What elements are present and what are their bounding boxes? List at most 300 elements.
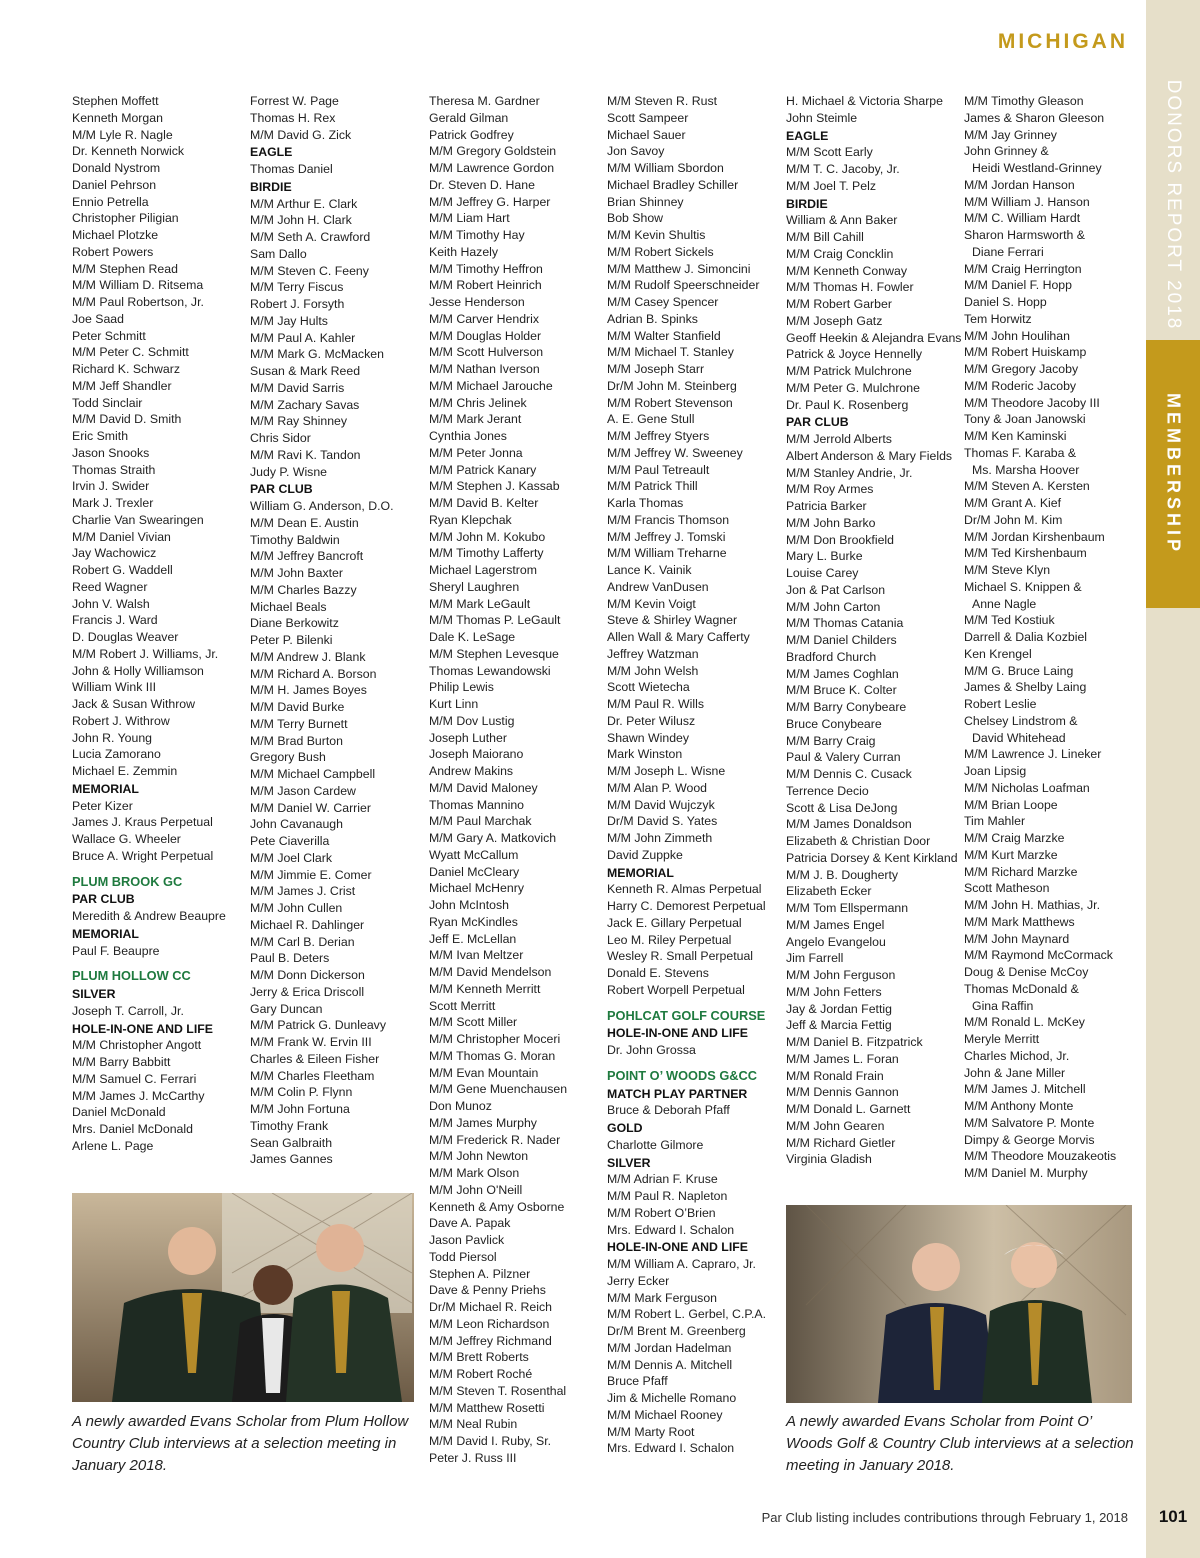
- donor-name: M/M James J. Mitchell: [964, 1082, 1086, 1097]
- donor-name: Angelo Evangelou: [786, 934, 886, 949]
- donor-name: Todd Sinclair: [72, 395, 143, 410]
- club-heading: POHLCAT GOLF COURSE: [607, 1007, 766, 1023]
- donor-name: Dr. Paul K. Rosenberg: [786, 397, 909, 412]
- donor-name: M/M Chris Jelinek: [429, 395, 527, 410]
- donor-name: M/M Craig Concklin: [786, 246, 894, 261]
- donor-name: M/M Mark G. McMacken: [250, 347, 384, 362]
- donor-name: M/M Colin P. Flynn: [250, 1085, 353, 1100]
- donor-name: M/M Evan Mountain: [429, 1065, 539, 1080]
- donor-name: Jon & Pat Carlson: [786, 582, 886, 597]
- donor-name: William Wink III: [72, 680, 157, 695]
- donor-name: M/M Paul Marchak: [429, 814, 532, 829]
- donor-name: Joseph T. Carroll, Jr.: [72, 1003, 184, 1018]
- donor-level-heading: PAR CLUB: [72, 892, 135, 907]
- donor-name: Andrew Makins: [429, 764, 514, 778]
- donor-name: Robert Worpell Perpetual: [607, 982, 745, 997]
- donor-name: Thomas Mannino: [429, 797, 525, 812]
- club-heading: PLUM HOLLOW CC: [72, 968, 191, 984]
- club-heading: POINT O’ WOODS G&CC: [607, 1067, 758, 1083]
- donor-name: M/M Andrew J. Blank: [250, 649, 366, 664]
- donor-name: Don Munoz: [429, 1099, 492, 1113]
- donor-name: M/M Charles Bazzy: [250, 582, 357, 597]
- donor-name: M/M Daniel B. Fitzpatrick: [786, 1035, 923, 1049]
- donor-level-heading: BIRDIE: [250, 179, 292, 194]
- donor-name: M/M Grant A. Kief: [964, 496, 1062, 510]
- donor-name: M/M Thomas Catania: [786, 616, 904, 631]
- donor-name: M/M Ted Kostiuk: [964, 613, 1055, 628]
- donor-name: A. E. Gene Stull: [607, 412, 695, 427]
- donor-name: Dr. John Grossa: [607, 1043, 696, 1057]
- donor-name: M/M Daniel W. Carrier: [250, 800, 371, 815]
- donor-name: Kenneth & Amy Osborne: [429, 1199, 565, 1214]
- donor-name: Jesse Henderson: [429, 295, 525, 309]
- donor-name: M/M David Maloney: [429, 780, 538, 795]
- donor-name: M/M Matthew J. Simoncini: [607, 261, 751, 276]
- donor-name: M/M Donn Dickerson: [250, 968, 365, 982]
- donor-name: Todd Piersol: [429, 1249, 497, 1264]
- donor-name: M/M Barry Craig: [786, 733, 876, 748]
- donor-level-heading: EAGLE: [786, 128, 829, 143]
- donor-name: M/M Francis Thomson: [607, 512, 730, 527]
- donor-name: M/M John Carton: [786, 599, 881, 614]
- donor-name: Jeff E. McLellan: [429, 931, 517, 946]
- donor-name: M/M Joseph L. Wisne: [607, 764, 726, 778]
- donor-name: M/M Ted Kirshenbaum: [964, 546, 1087, 561]
- donor-name: M/M Bruce K. Colter: [786, 683, 897, 698]
- donor-name: Paul F. Beaupre: [72, 943, 160, 958]
- donor-name: Michael R. Dahlinger: [250, 917, 365, 932]
- donor-name: Philip Lewis: [429, 680, 494, 695]
- donor-name: Robert J. Forsyth: [250, 297, 345, 311]
- footer-note: Par Club listing includes contributions through February 1, 2018: [761, 1510, 1128, 1525]
- donor-name-continued: Ms. Marsha Hoover: [972, 462, 1080, 477]
- donor-name: M/M Jay Grinney: [964, 127, 1057, 142]
- state-title: MICHIGAN: [997, 30, 1128, 53]
- donor-name: M/M Douglas Holder: [429, 328, 542, 343]
- donor-name: M/M Daniel Vivian: [72, 529, 171, 544]
- donor-name-continued: Heidi Westland-Grinney: [972, 161, 1102, 175]
- donor-column-6: [964, 93, 1140, 1182]
- donor-name: M/M Dennis A. Mitchell: [607, 1357, 733, 1372]
- donor-name: Mark Winston: [607, 747, 683, 762]
- donor-name: M/M Mark Olson: [429, 1166, 520, 1180]
- donor-name: M/M Steven A. Kersten: [964, 479, 1090, 494]
- donor-name: Dr. Peter Wilusz: [607, 713, 696, 728]
- donor-name: M/M Michael Campbell: [250, 767, 376, 781]
- donor-name: M/M Adrian F. Kruse: [607, 1172, 718, 1187]
- donor-name: M/M Jeffrey Richmand: [429, 1333, 552, 1348]
- donor-name: Jay Wachowicz: [72, 546, 157, 561]
- donor-name: Thomas Daniel: [250, 162, 333, 176]
- donor-name: M/M James Coghlan: [786, 666, 899, 681]
- donor-name: James J. Kraus Perpetual: [72, 815, 213, 830]
- donor-name: M/M David Wujczyk: [607, 797, 715, 812]
- donor-name: Kurt Linn: [429, 697, 479, 711]
- donor-name: Mary L. Burke: [786, 549, 863, 564]
- donor-name: M/M Don Brookfield: [786, 532, 894, 547]
- donor-name: Forrest W. Page: [250, 94, 339, 108]
- donor-name: M/M Jerrold Alberts: [786, 432, 892, 446]
- club-heading: PLUM BROOK GC: [72, 873, 183, 889]
- donor-name: M/M James J. McCarthy: [72, 1088, 205, 1103]
- donor-name: Michael McHenry: [429, 881, 524, 896]
- donor-name: M/M Lyle R. Nagle: [72, 127, 173, 142]
- donor-name: M/M Frank W. Ervin III: [250, 1035, 372, 1049]
- donor-name: M/M David I. Ruby, Sr.: [429, 1434, 552, 1448]
- donor-name: Joan Lipsig: [964, 764, 1027, 778]
- donor-level-heading: SILVER: [607, 1155, 651, 1170]
- donor-name: Tem Horwitz: [964, 311, 1032, 326]
- donor-name: M/M Richard Gietler: [786, 1135, 896, 1150]
- donor-name: Jason Pavlick: [429, 1233, 505, 1247]
- donor-name: M/M Ronald L. McKey: [964, 1015, 1085, 1030]
- donor-name: M/M John Ferguson: [786, 968, 896, 982]
- donor-name: M/M Frederick R. Nader: [429, 1132, 561, 1147]
- donor-name: James & Sharon Gleeson: [964, 110, 1105, 125]
- donor-name: Dave A. Papak: [429, 1216, 511, 1231]
- donor-name: Peter Schmitt: [72, 328, 146, 343]
- donor-name: Patrick Godfrey: [429, 127, 514, 142]
- donor-name: M/M John Fortuna: [250, 1102, 350, 1116]
- donor-name: M/M Barry Babbitt: [72, 1055, 171, 1069]
- donor-name: M/M Ken Kaminski: [964, 429, 1067, 443]
- donor-name: M/M Robert Stevenson: [607, 395, 733, 410]
- donor-name: Bruce Conybeare: [786, 716, 882, 731]
- donor-name: M/M Joel T. Pelz: [786, 178, 876, 193]
- donor-name: Reed Wagner: [72, 579, 148, 594]
- donor-name: Lance K. Vainik: [607, 563, 692, 577]
- donor-name: M/M Carl B. Derian: [250, 934, 355, 949]
- donor-name: M/M Thomas P. LeGault: [429, 613, 561, 628]
- donor-name: M/M Ronald Frain: [786, 1068, 884, 1083]
- donor-name: Sean Galbraith: [250, 1135, 333, 1150]
- donor-name: Tim Mahler: [964, 814, 1026, 829]
- donor-name: M/M J. B. Dougherty: [786, 867, 899, 882]
- donor-name: Richard K. Schwarz: [72, 362, 180, 376]
- donor-name: M/M Patrick G. Dunleavy: [250, 1018, 386, 1033]
- photo-plum-hollow: [72, 1193, 414, 1402]
- donor-name: M/M James J. Crist: [250, 884, 356, 899]
- donor-name: M/M Arthur E. Clark: [250, 196, 358, 211]
- donor-level-heading: MEMORIAL: [72, 781, 139, 796]
- donor-name: M/M Salvatore P. Monte: [964, 1115, 1095, 1130]
- donor-name: William G. Anderson, D.O.: [250, 499, 394, 513]
- donor-name: M/M Paul R. Wills: [607, 697, 705, 711]
- donor-name: Jim Farrell: [786, 951, 844, 966]
- donor-name: Judy P. Wisne: [250, 464, 328, 479]
- donor-name: M/M John Welsh: [607, 663, 699, 678]
- donor-name: M/M Marty Root: [607, 1424, 695, 1439]
- donor-name: M/M Scott Hulverson: [429, 345, 544, 360]
- donor-name: M/M John M. Kokubo: [429, 529, 546, 544]
- donor-name: M/M Michael T. Stanley: [607, 345, 734, 360]
- donor-name: M/M Daniel M. Murphy: [964, 1166, 1088, 1180]
- donor-name: M/M Jeffrey Styers: [607, 429, 710, 443]
- donor-name: Ken Krengel: [964, 646, 1032, 661]
- donor-name: M/M Samuel C. Ferrari: [72, 1071, 197, 1086]
- donor-name: M/M Robert Huiskamp: [964, 345, 1087, 360]
- donor-name: Diane Berkowitz: [250, 616, 339, 631]
- donor-name: M/M Carver Hendrix: [429, 311, 540, 326]
- donor-name: Irvin J. Swider: [72, 479, 150, 494]
- donor-name: Kenneth Morgan: [72, 110, 163, 125]
- donor-name: M/M H. James Boyes: [250, 683, 367, 698]
- donor-name: M/M Robert Roché: [429, 1367, 533, 1381]
- donor-name: Karla Thomas: [607, 496, 684, 510]
- donor-name: M/M Steven C. Feeny: [250, 263, 369, 278]
- donor-name: Jack E. Gillary Perpetual: [607, 915, 742, 930]
- donor-level-heading: MATCH PLAY PARTNER: [607, 1086, 748, 1101]
- donor-name: M/M John Houlihan: [964, 328, 1070, 343]
- donor-name: M/M John Gearen: [786, 1118, 885, 1133]
- donor-name: Albert Anderson & Mary Fields: [786, 448, 953, 463]
- donor-level-heading: PAR CLUB: [250, 482, 313, 497]
- donor-level-heading: GOLD: [607, 1121, 643, 1135]
- donor-name: Daniel McCleary: [429, 864, 520, 879]
- donor-name: Christopher Piligian: [72, 211, 179, 226]
- donor-name: M/M Michael Jarouche: [429, 378, 553, 393]
- donor-name: Michael E. Zemmin: [72, 764, 178, 778]
- donor-level-heading: PAR CLUB: [786, 415, 849, 430]
- donor-name: M/M Steven R. Rust: [607, 94, 718, 108]
- donor-level-heading: HOLE-IN-ONE AND LIFE: [607, 1026, 748, 1041]
- donor-name: M/M Terry Fiscus: [250, 280, 344, 295]
- donor-name: Joseph Maiorano: [429, 747, 524, 762]
- donor-name: M/M John Newton: [429, 1149, 529, 1164]
- donor-name: M/M Jordan Kirshenbaum: [964, 529, 1105, 544]
- donor-name: M/M John Maynard: [964, 931, 1070, 946]
- donor-name: M/M James Murphy: [429, 1115, 537, 1130]
- donor-name: Stephen Moffett: [72, 94, 159, 108]
- donor-name: Shawn Windey: [607, 730, 690, 745]
- donor-name: Jerry & Erica Driscoll: [250, 984, 365, 999]
- donor-name: Andrew VanDusen: [607, 579, 709, 594]
- donor-name: M/M Jeffrey G. Harper: [429, 194, 551, 209]
- donor-name: M/M William Treharne: [607, 546, 727, 561]
- donor-name: Leo M. Riley Perpetual: [607, 932, 732, 947]
- sidebar: [1146, 0, 1200, 1558]
- donor-level-heading: HOLE-IN-ONE AND LIFE: [72, 1021, 213, 1036]
- donor-name: M/M Jordan Hanson: [964, 177, 1075, 192]
- donor-name: Wallace G. Wheeler: [72, 832, 181, 846]
- donor-name: M/M James L. Foran: [786, 1051, 899, 1066]
- donor-name: M/M Theodore Mouzakeotis: [964, 1149, 1117, 1164]
- donor-name: M/M Paul Robertson, Jr.: [72, 295, 204, 309]
- donor-name: M/M Scott Miller: [429, 1015, 518, 1030]
- donor-name: John & Holly Williamson: [72, 663, 204, 678]
- donor-name: M/M Rudolf Speerschneider: [607, 278, 760, 293]
- donor-name: Ryan McKindles: [429, 914, 518, 929]
- donor-name: M/M Brett Roberts: [429, 1350, 529, 1365]
- donor-name: M/M Barry Conybeare: [786, 700, 907, 714]
- donor-name: Pete Ciaverilla: [250, 834, 330, 848]
- donor-name: M/M Steven T. Rosenthal: [429, 1383, 567, 1398]
- donor-name: Daniel McDonald: [72, 1105, 166, 1120]
- donor-name: M/M Jay Hults: [250, 313, 328, 328]
- donor-name: M/M Peter C. Schmitt: [72, 345, 189, 360]
- donor-name: Thomas Lewandowski: [429, 663, 551, 678]
- donor-name: M/M Thomas H. Fowler: [786, 280, 914, 295]
- donor-name: Darrell & Dalia Kozbiel: [964, 630, 1088, 644]
- donor-name: Daniel Pehrson: [72, 177, 157, 192]
- donor-name: Jack & Susan Withrow: [72, 697, 196, 711]
- donor-name: M/M Christopher Moceri: [429, 1032, 561, 1046]
- donor-name: M/M Walter Stanfield: [607, 328, 721, 343]
- donor-name: James & Shelby Laing: [964, 680, 1087, 695]
- donor-name: William & Ann Baker: [786, 213, 898, 228]
- donor-level-heading: SILVER: [72, 987, 116, 1001]
- donor-name: Donald E. Stevens: [607, 966, 709, 980]
- donor-name: M/M Patrick Kanary: [429, 462, 537, 477]
- donor-name: Scott Matheson: [964, 881, 1050, 896]
- donor-name-continued: David Whitehead: [972, 730, 1066, 745]
- donor-name: Susan & Mark Reed: [250, 364, 361, 378]
- donor-level-heading: EAGLE: [250, 145, 293, 160]
- donor-name: M/M Gene Muenchausen: [429, 1082, 568, 1097]
- donor-name: M/M David Burke: [250, 700, 345, 714]
- donor-name: Patricia Dorsey & Kent Kirkland: [786, 850, 958, 865]
- donor-name: H. Michael & Victoria Sharpe: [786, 94, 943, 108]
- donor-name: Charles Michod, Jr.: [964, 1048, 1070, 1063]
- donor-name: M/M Charles Fleetham: [250, 1068, 375, 1083]
- donor-name: Tony & Joan Janowski: [964, 412, 1086, 427]
- donor-name: Joe Saad: [72, 311, 124, 326]
- donor-name: Ennio Petrella: [72, 194, 149, 209]
- donor-name: Donald Nystrom: [72, 161, 161, 175]
- donor-name: M/M Timothy Gleason: [964, 94, 1084, 108]
- donor-name: M/M Seth A. Crawford: [250, 230, 371, 244]
- donor-name: Mrs. Edward I. Schalon: [607, 1222, 735, 1237]
- donor-name: Michael Bradley Schiller: [607, 177, 739, 192]
- donor-name: Lucia Zamorano: [72, 747, 161, 762]
- donor-name: M/M Joseph Gatz: [786, 313, 883, 328]
- donor-name: Dr/M John M. Steinberg: [607, 378, 737, 393]
- donor-name: M/M Tom Ellspermann: [786, 901, 909, 915]
- donor-name: Scott Sampeer: [607, 110, 689, 125]
- donor-name: Doug & Denise McCoy: [964, 965, 1089, 979]
- donor-name: M/M Richard A. Borson: [250, 666, 377, 681]
- donor-column-2: [250, 93, 426, 1168]
- donor-name: Bruce A. Wright Perpetual: [72, 848, 214, 863]
- donor-name: Gregory Bush: [250, 750, 326, 765]
- donor-name: M/M Craig Marzke: [964, 831, 1065, 845]
- donor-name: M/M John Barko: [786, 515, 876, 530]
- donor-name: Michael S. Knippen &: [964, 579, 1082, 594]
- donor-name: Dr/M Michael R. Reich: [429, 1300, 552, 1314]
- donor-name: Robert Powers: [72, 244, 154, 259]
- donor-name: M/M Brad Burton: [250, 733, 343, 748]
- donor-name: M/M Robert L. Gerbel, C.P.A.: [607, 1307, 767, 1322]
- donor-name: M/M Ravi K. Tandon: [250, 447, 361, 462]
- donor-level-heading: HOLE-IN-ONE AND LIFE: [607, 1240, 748, 1255]
- donor-name: Meredith & Andrew Beaupre: [72, 909, 226, 923]
- donor-name: Michael Beals: [250, 599, 327, 614]
- donor-name: Dale K. LeSage: [429, 630, 516, 644]
- donor-name: M/M David Sarris: [250, 380, 345, 395]
- donor-name: Ryan Klepchak: [429, 512, 512, 527]
- donor-name: M/M Jimmie E. Comer: [250, 867, 372, 882]
- donor-name: Bruce & Deborah Pfaff: [607, 1103, 730, 1118]
- donor-name: Jeff & Marcia Fettig: [786, 1018, 892, 1033]
- donor-name: Patrick & Joyce Hennelly: [786, 347, 923, 362]
- donor-name: M/M Kevin Voigt: [607, 596, 696, 611]
- donor-name: Mark J. Trexler: [72, 496, 154, 510]
- donor-name: Thomas McDonald &: [964, 981, 1079, 996]
- sidebar-report-title: DONORS REPORT 2018: [1163, 79, 1184, 331]
- donor-name: Joseph Luther: [429, 730, 507, 745]
- donor-name: Arlene L. Page: [72, 1138, 154, 1153]
- donor-name: Sharon Harmsworth &: [964, 228, 1085, 242]
- donor-name: M/M Neal Rubin: [429, 1417, 518, 1432]
- donor-name: Kenneth R. Almas Perpetual: [607, 882, 762, 897]
- donor-name: M/M James Engel: [786, 917, 885, 932]
- donor-name: Robert G. Waddell: [72, 563, 173, 577]
- donor-name: Bob Show: [607, 211, 664, 226]
- donor-name: Geoff Heekin & Alejandra Evans: [786, 330, 962, 345]
- donor-name: Timothy Baldwin: [250, 532, 340, 547]
- donor-name: M/M Dennis C. Cusack: [786, 767, 912, 781]
- donor-name: M/M Paul R. Napleton: [607, 1189, 728, 1203]
- donor-name: M/M Jason Cardew: [250, 783, 356, 798]
- donor-name: John V. Walsh: [72, 596, 150, 611]
- donor-name: Louise Carey: [786, 566, 859, 580]
- donor-name: M/M Kevin Shultis: [607, 228, 706, 242]
- donor-name: M/M Daniel F. Hopp: [964, 278, 1072, 293]
- donor-name: M/M William D. Ritsema: [72, 278, 204, 293]
- donor-name: M/M Stephen J. Kassab: [429, 479, 560, 494]
- donor-name: M/M Jeffrey W. Sweeney: [607, 445, 743, 460]
- donor-column-5: [786, 93, 962, 1168]
- donor-name-continued: Gina Raffin: [972, 998, 1034, 1013]
- donor-name: M/M Stephen Levesque: [429, 646, 559, 661]
- donor-name: M/M Peter Jonna: [429, 445, 523, 460]
- donor-name: David Zuppke: [607, 847, 683, 862]
- donor-name: Peter J. Russ III: [429, 1450, 517, 1465]
- donor-level-heading: BIRDIE: [786, 196, 828, 211]
- donor-name: Sheryl Laughren: [429, 579, 520, 594]
- donor-name: M/M David G. Zick: [250, 127, 352, 142]
- donor-name: Dr/M David S. Yates: [607, 814, 718, 829]
- donor-name: M/M David B. Kelter: [429, 496, 539, 510]
- donor-name: Stephen A. Pilzner: [429, 1266, 531, 1281]
- donor-name: John Cavanaugh: [250, 817, 343, 832]
- donor-name: M/M Paul A. Kahler: [250, 330, 356, 345]
- donor-name: Michael Sauer: [607, 127, 686, 142]
- donor-name: John Grinney &: [964, 144, 1049, 159]
- donor-name: M/M Kenneth Merritt: [429, 981, 541, 996]
- donor-name: M/M Jeffrey Bancroft: [250, 549, 364, 564]
- donor-name: Charlotte Gilmore: [607, 1137, 704, 1152]
- donor-name: M/M Gregory Goldstein: [429, 144, 557, 159]
- donor-name: M/M Paul Tetreault: [607, 462, 710, 477]
- donor-name: M/M Dov Lustig: [429, 713, 515, 728]
- donor-name: M/M William A. Capraro, Jr.: [607, 1257, 756, 1271]
- donor-name: Dave & Penny Priehs: [429, 1283, 546, 1298]
- photo-caption-left: A newly awarded Evans Scholar from Plum Hollow Country Club interviews at a selection meeting in January 2018.: [72, 1413, 409, 1474]
- donor-name: M/M James Donaldson: [786, 817, 912, 832]
- donor-name: Mrs. Edward I. Schalon: [607, 1441, 735, 1456]
- donor-name: M/M Richard Marzke: [964, 864, 1078, 879]
- donor-name: Dr/M John M. Kim: [964, 512, 1063, 527]
- donor-name: Brian Shinney: [607, 194, 684, 209]
- donor-name: Wyatt McCallum: [429, 847, 519, 862]
- donor-name: M/M Zachary Savas: [250, 397, 360, 412]
- donor-name: M/M John Cullen: [250, 901, 343, 915]
- donor-name: Robert J. Withrow: [72, 713, 170, 728]
- donor-name: Keith Hazely: [429, 244, 499, 259]
- donor-name: M/M Leon Richardson: [429, 1316, 550, 1331]
- donor-name: M/M Jeffrey J. Tomski: [607, 529, 726, 544]
